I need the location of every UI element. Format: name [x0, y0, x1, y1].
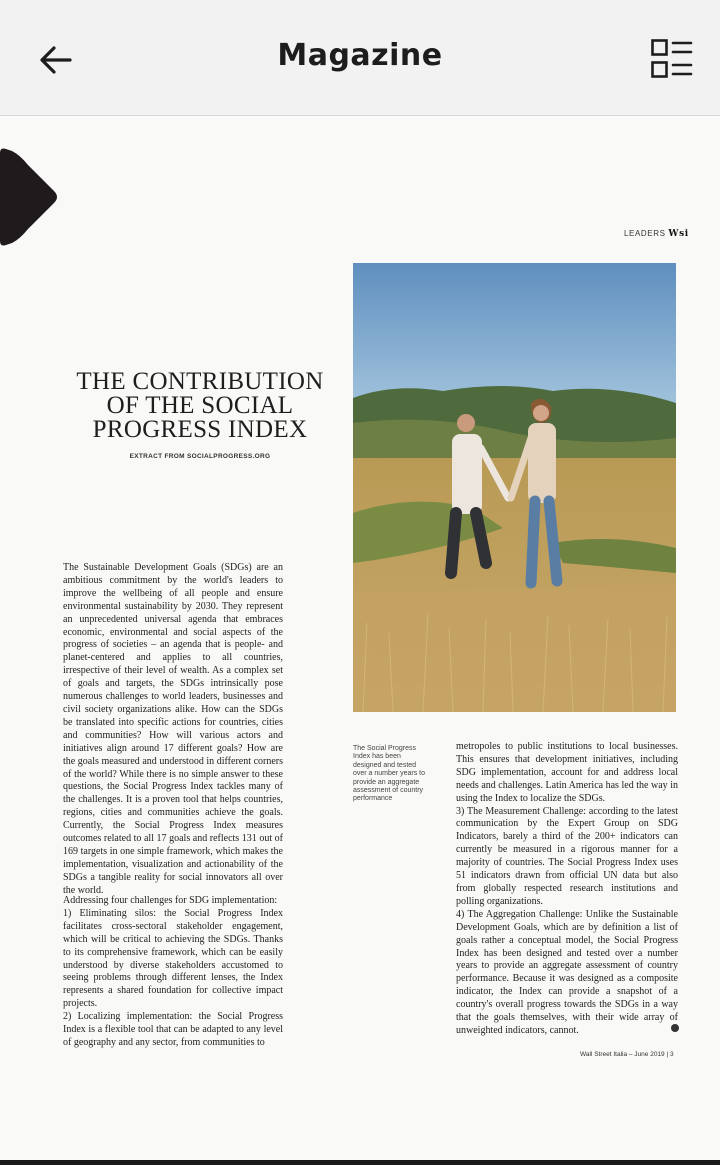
photo-caption: The Social Progress Index has been designed and tested over a number years to provide an aggregate assessment of country performance	[353, 745, 425, 803]
section-tag	[624, 229, 689, 239]
body-paragraph: 3) The Measurement Challenge: according to the latest communication by the Expert Group on SDG Indicators, barely a third of the 200+ indicators can currently be measured in a rigorous manner for a majority of countries. The Social Progress Index uses 51 indicators drawn from official UN data but also from globally respected research institutions and polling organizations.	[456, 805, 678, 907]
body-paragraph: Addressing four challenges for SDG implementation:	[63, 895, 278, 906]
app-title: Magazine	[277, 38, 443, 73]
article-photo	[353, 263, 676, 712]
end-of-article-icon	[671, 1024, 679, 1032]
next-page-tab[interactable]	[0, 147, 60, 247]
list-view-icon	[650, 38, 694, 80]
body-column-1	[63, 562, 283, 898]
couple-meadow-photo	[353, 263, 676, 712]
body-paragraph: 2) Localizing implementation: the Social Progress Index is a flexible tool that can be adapted to any level of geography and any sector, from communities to	[63, 1011, 283, 1048]
body-column-1-continued	[63, 895, 283, 1050]
body-column-2	[456, 741, 678, 1038]
body-paragraph: 4) The Aggregation Challenge: Unlike the Sustainable Development Goals, which are by definition a list of goals rather a conceptual model, the Social Progress Index has been designed and tested over a number years to provide an aggregate assessment of country performance. Because it was designed as a composite indicator, the Index can provide a snapshot of a country's overall progress towards the SDGs in a way that the goals themselves, with their wide array of unweighted indicators, cannot.	[456, 908, 678, 1036]
list-view-button[interactable]	[650, 38, 694, 80]
body-paragraph: metropoles to public institutions to local businesses. This ensures that development initiatives, including SDG implementation, account for and address local needs and challenges. Latin America has led the way in using the Index to localize the SDGs.	[456, 741, 678, 804]
page-footer: Wall Street Italia – June 2019 | 3	[580, 1051, 674, 1058]
chevron-right-icon	[0, 147, 60, 247]
article-source: EXTRACT FROM SOCIALPROGRESS.ORG	[129, 453, 271, 460]
section-logo: Wsi	[668, 229, 689, 239]
app-bar	[0, 0, 720, 116]
body-paragraph: The Sustainable Development Goals (SDGs) are an ambitious commitment by the world's leaders to improve the wellbeing of all people and ensure environmental sustainability by 2030. They represent an unprecedented universal agenda that embraces economic, environmental and social aspects of the progress of societies – an agenda that is people- and planet-centered and applies to all countries, irrespective of their level of wealth. As a complex set of goals and targets, the SDGs intrinsically pose numerous challenges to world leaders, businesses and civil society organizations alike. How can the SDGs be translated into specific actions for countries, cities and communities? How will various actors and initiatives align around 17 different goals? How are the goals measured and understood in different corners of the world? While there is no simple answer to these questions, the Social Progress Index tackles many of the challenges. It is a proven tool that helps countries, regions, cities and communities achieve the goals. Currently, the Social Progress Index measures outcomes related to all 17 goals and reflects 131 out of 169 targets in one simple framework, which makes the implementation, visualization and actionability of the SDGs a tangible reality for social innovators all over the world.	[63, 562, 283, 896]
article-headline: THE CONTRIBUTION OF THE SOCIAL PROGRESS INDEX	[76, 368, 324, 443]
body-paragraph: 1) Eliminating silos: the Social Progress Index facilitates cross-sectoral stakeholder engagement, which will be critical to achieving the SDGs. Thanks to its comprehensive framework, which can be easily understood by diverse stakeholders accustomed to seeing problems through different lenses, the Index represents a shared foundation for collective impact projects.	[63, 907, 283, 1010]
section-tag-label: LEADERS	[624, 229, 666, 238]
system-nav-bar	[0, 1160, 720, 1165]
